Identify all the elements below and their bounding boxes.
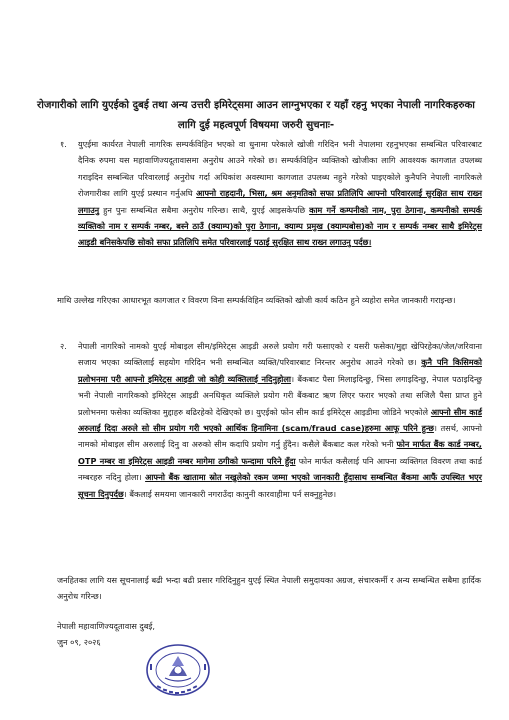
point-1-text-a: युएईमा कार्यरत नेपाली नागरिक सम्पर्कविहिन भएको वा धुनामा परेकाले खोजी गरिदिन भनी नेपालमा रहनुभएका सम्बन्धित परिवारबाट दैनिक रुपमा यस महावाणिज्यदूतावासमा अनुरोध आउने गरेको छ। सम्पर्कविहिन व्यक्तिको खोजीका लागि आवश्यक कागजात उपलब्ध गराइदिन सम्बन्धित परिवारलाई अनुरोध गर्दा अधिकांश अवस्थामा कागजात उपलब्ध नहुने गरेको पाइएकोले कुनैपनि नेपाली नागरिकले रोजगारीका लागि युएई प्रस्थान गर्नुअघि <box>78 139 482 199</box>
point-2-text-a: नेपाली नागरिको नामको युएई मोबाइल सीम/इमिरेट्स आइडी अरुले प्रयोग गरी फसाएको र यसरी फसेका/मुद्दा खेपिरहेका/जेल/जरिवाना सजाय भएका व्यक्तिलाई सहयोग गरिदिन भनी सम्बन्धित व्यक्ति/परिवारबाट निरन्तर अनुरोध आउने गरेको छ। <box>78 341 482 368</box>
point-2-number: २. <box>60 341 67 351</box>
consulate-stamp <box>143 642 213 698</box>
point-2-text-e: । तसर्थ, आफ्नो नामको मोबाइल सीम अरुलाई दिनु वा अरुको सीम कदापि प्रयोग गर्नु हुँदैन। कसैले बैंकबाट कल गरेको भनी <box>78 423 482 450</box>
point-1-text-c: हुन पुनः सम्बन्धित सबैमा अनुरोध गरिन्छ। साथै, युएई आइसकेपछि <box>99 204 310 215</box>
point-2-text-i: । बैंकलाई समयमा जानकारी नगराउँदा कानुनी कारवाहीमा पर्न सक्नुहुनेछ। <box>123 488 337 499</box>
point-2-highlight-emirates-id: कुनै पनि किसिमको प्रलोभनमा परी आफ्नो इमिरेट्स आइडी जो कोही व्यक्तिलाई नदिनुहोला <box>78 357 482 384</box>
point-1-note: माथि उल्लेख गरिएका आधारभूत कागजात र विवरण विना सम्पर्कविहिन व्यक्तिको खोजी कार्य कठिन हुने व्यहोरा समेत जानकारी गराइन्छ। <box>57 295 456 305</box>
point-2-highlight-otp: फोन मार्फत बैंक कार्ड नम्बर, OTP नम्बर वा इमिरेट्स आइडी नम्बर मागेमा ठगीको फन्दामा परिने हुँदा <box>78 439 482 466</box>
notice-title: रोजगारीको लागि युएईको दुबई तथा अन्य उत्तरी इमिरेट्समा आउन लाग्नुभएका र यहाँ रहनु भएका नेपाली नागरिकहरुका लागि दुई महत्वपूर्ण विषयमा जरुरी सुचनाः- <box>37 100 475 131</box>
point-2-text <box>78 338 482 502</box>
point-1-highlight-documents: आफ्नो राहदानी, भिसा, श्रम अनुमतिको सफा प्रतिलिपि आफ्नो परिवारलाई सुरक्षित साथ राख्न लगाउनु <box>78 188 482 215</box>
closing-request: जनहितका लागि यस सूचनालाई बढी भन्दा बढी प्रसार गरिदिनुहुन युएई स्थित नेपाली समुदायका अग्रज, संचारकर्मी र अन्य सम्बन्धित सबैमा हार्दिक अनुरोध गरिन्छ। <box>57 575 481 602</box>
point-1-number: १. <box>60 139 67 149</box>
point-2-highlight-sim-card: आफ्नो सीम कार्ड अरुलाई दिदा अरुले सो सीम प्रयोग गरी भएको आर्थिक हिनामिना (scam/fraud case)हरुमा आफू परिने हुन्छ <box>78 406 482 434</box>
point-2-text-c: । बैंकबाट पैसा मिलाइदिन्छु, भिसा लगाइदिन्छु, नेपाल पठाइदिन्छु भनी नेपाली नागरिकको इमिरेट्स आइडी अनधिकृत व्यक्तिले प्रयोग गरी बैंकबाट ऋण लिएर फरार भएको तथा सजिलै पैसा प्राप्त हुने प्रलोभनमा फसेका व्यक्तिका मुद्दाहरु बढिरहेको देखिएको छ। युएईको फोन सीम कार्ड इमिरेट्स आइडीमा जोडिने भएकोले <box>78 373 483 417</box>
point-2-highlight-bank-account: आफ्नो बैंक खातामा स्रोत नखुलेको रकम जम्मा भएको जानकारी हुँदासाथ सम्बन्धित बैंकमा आफैं उपस्थित भएर सूचना दिनुपर्दछ <box>78 472 483 499</box>
emblem-icon <box>165 656 191 681</box>
point-1-highlight-company-details: काम गर्ने कम्पनीको नाम, पुरा ठेगाना, कम्पनीको सम्पर्क व्यक्तिको नाम र सम्पर्क नम्बर, बस्ने ठाउँ (क्याम्प)को पुरा ठेगाना, क्याम्प प्रमुख (क्याम्पबोस)को नाम र सम्पर्क नम्बर साथै इमिरेट्स आइडी बनिसकेपछि सोको सफा प्रतिलिपि समेत परिवारलाई पठाई सुरक्षित साथ राख्न लगाउनु पर्दछ। <box>78 204 482 248</box>
signature-office: नेपाली महावाणिज्यदूतावास दुबई, <box>57 621 155 631</box>
point-1-text <box>78 136 482 251</box>
point-2-text-g: फोन मार्फत कसैलाई पनि आफ्ना व्यक्तिगत विवरण तथा कार्ड नम्बरहरु नदिनु होला। <box>78 455 482 483</box>
signature-date: जुन ०९, २०२६ <box>57 637 101 647</box>
